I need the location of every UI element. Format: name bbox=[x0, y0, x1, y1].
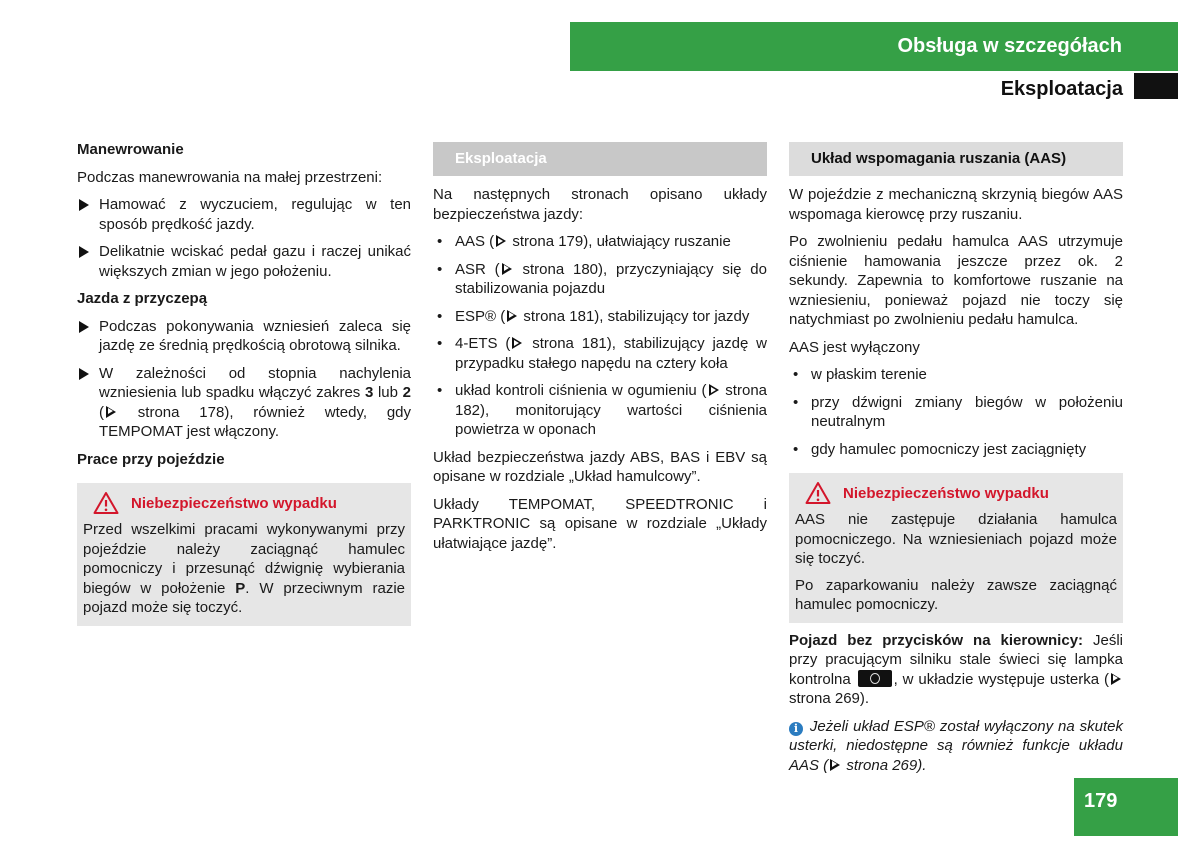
warning-title-text: Niebezpieczeństwo wypadku bbox=[131, 495, 337, 512]
paragraph: Układy TEMPOMAT, SPEEDTRONIC i PARKTRONIC są opisane w rozdziale „Układy ułatwiające jazdę”. bbox=[433, 495, 767, 552]
list-item-text: ( bbox=[99, 403, 104, 421]
list-item bbox=[77, 195, 411, 234]
section-bar-eksploatacja: Eksploatacja bbox=[433, 142, 767, 176]
heading-trailer: Jazda z przyczepą bbox=[77, 290, 208, 307]
page-reference-icon bbox=[496, 235, 506, 247]
list-item: • 4-ETS ( strona 181), stabilizujący jazdę w przypadku stałego napędu na cztery koła bbox=[437, 335, 767, 372]
heading-vehicle-work: Prace przy pojeździe bbox=[77, 450, 225, 468]
paragraph: Pojazd bez przycisków na kierownicy: Jeśli przy pracującym silniku stale świeci się lampka kontrolna , w układzie występuje usterka ( strona 269). bbox=[789, 631, 1123, 707]
page-reference-icon bbox=[830, 759, 840, 771]
list-item: • układ kontroli ciśnienia w ogumieniu ( strona 182), monitorujący wartości ciśnienia powietrza w oponach bbox=[437, 382, 768, 438]
warning-triangle-icon bbox=[805, 481, 831, 505]
bullet-icon: • bbox=[793, 366, 799, 383]
list-item: • gdy hamulec pomocniczy jest zaciągnięty bbox=[793, 440, 1087, 458]
paragraph: Po zwolnieniu pedału hamulca AAS utrzymuje ciśnienie hamowania jeszcze przez ok. 2 sekundy. Zapewnia to komfortowe ruszanie na wzniesieniu, ponieważ pojazd nie toczy się natychmiast po zwolnieniu pedału hamulca. bbox=[789, 233, 1123, 328]
warning-text: AAS nie zastępuje działania hamulca pomocniczego. Na wzniesieniach pojazd może się toczyć. bbox=[795, 511, 1117, 567]
info-icon: i bbox=[789, 722, 803, 736]
arrow-icon bbox=[79, 368, 89, 380]
list-item: • przy dźwigni zmiany biegów w położeniu neutralnym bbox=[793, 393, 1123, 430]
list-item-text: Hamować z wyczuciem, regulując w ten sposób prędkość jazdy. bbox=[99, 196, 411, 233]
bullet-icon: • bbox=[793, 440, 799, 458]
bullet-icon: • bbox=[437, 307, 443, 325]
page-reference-icon bbox=[709, 384, 719, 396]
warning-title bbox=[795, 481, 1117, 507]
page-reference-icon bbox=[512, 337, 522, 349]
bullet-icon: • bbox=[437, 260, 443, 278]
paragraph: Układ bezpieczeństwa jazdy ABS, BAS i EBV są opisane w rozdziale „Układ hamulcowy”. bbox=[433, 448, 767, 485]
warning-box bbox=[77, 483, 411, 626]
intro-paragraph: Na następnych stronach opisano układy bezpieczeństwa jazdy: bbox=[433, 186, 767, 223]
list-item-text: lub bbox=[373, 384, 403, 401]
page-number: 179 bbox=[1074, 778, 1178, 836]
warning-title bbox=[83, 491, 405, 517]
bullet-icon: • bbox=[437, 382, 443, 399]
bullet-icon: • bbox=[793, 393, 799, 411]
paragraph: W pojeździe z mechaniczną skrzynią biegów AAS wspomaga kierowcę przy ruszaniu. bbox=[789, 186, 1123, 223]
gear-range-2: 2 bbox=[402, 384, 411, 401]
warning-box bbox=[789, 473, 1123, 623]
section-title: Eksploatacja bbox=[1000, 78, 1123, 100]
section-bar-aas: Układ wspomagania ruszania (AAS) bbox=[789, 142, 1123, 176]
info-note: i Jeżeli układ ESP® został wyłączony na skutek usterki, niedostępne są również funkcje układu AAS ( strona 269). bbox=[789, 717, 1123, 774]
bullet-icon: • bbox=[437, 233, 443, 250]
page-reference-icon bbox=[1111, 673, 1121, 685]
heading-maneuver: Manewrowanie bbox=[77, 141, 184, 158]
warning-text: Po zaparkowaniu należy zawsze zaciągnąć hamulec pomocniczy. bbox=[795, 576, 1117, 613]
list-item: • ESP® ( strona 181), stabilizujący tor jazdy bbox=[437, 307, 750, 325]
page-reference-icon bbox=[507, 310, 517, 322]
column-left bbox=[77, 140, 411, 634]
list-item-text: strona 178), również wtedy, gdy TEMPOMAT jest włączony. bbox=[99, 403, 411, 440]
page-reference-icon bbox=[106, 406, 116, 418]
page-reference-icon bbox=[502, 263, 512, 275]
list-item bbox=[77, 317, 411, 356]
chapter-header bbox=[570, 22, 1178, 71]
list-item-text: Delikatnie wciskać pedał gazu i raczej unikać większych zmian w jego położeniu. bbox=[99, 243, 411, 280]
maneuver-intro: Podczas manewrowania na małej przestrzeni: bbox=[77, 168, 383, 186]
chapter-title: Obsługa w szczegółach bbox=[897, 35, 1122, 57]
warning-text: Przed wszelkimi pracami wykonywanymi przy pojeździe należy zaciągnąć hamulec pomocniczy i przesunąć dźwignię wybierania biegów w położenie P. W przeciwnym razie pojazd może się toczyć. bbox=[83, 521, 405, 616]
paragraph: AAS jest wyłączony bbox=[789, 338, 920, 356]
column-right bbox=[789, 140, 1123, 783]
list-item: • w płaskim terenie bbox=[793, 366, 927, 383]
column-middle bbox=[433, 140, 767, 561]
gear-range-3: 3 bbox=[364, 384, 374, 401]
bullet-icon: • bbox=[437, 335, 443, 352]
arrow-icon bbox=[79, 246, 89, 258]
list-item bbox=[77, 242, 411, 281]
list-item: • AAS ( strona 179), ułatwiający ruszanie bbox=[437, 233, 731, 250]
section-marker bbox=[1134, 73, 1178, 99]
warning-lamp-icon bbox=[858, 670, 892, 687]
warning-triangle-icon bbox=[93, 491, 119, 515]
arrow-icon bbox=[79, 199, 89, 211]
list-item: • ASR ( strona 180), przyczyniający się do stabilizowania pojazdu bbox=[437, 260, 767, 297]
arrow-icon bbox=[79, 321, 89, 333]
list-item-text: Podczas pokonywania wzniesień zaleca się jazdę ze średnią prędkością obrotową silnika. bbox=[99, 317, 411, 354]
list-item bbox=[77, 364, 411, 442]
warning-title-text: Niebezpieczeństwo wypadku bbox=[843, 485, 1049, 502]
list-item-text: W zależności od stopnia nachylenia wzniesienia lub spadku włączyć zakres bbox=[99, 364, 411, 401]
